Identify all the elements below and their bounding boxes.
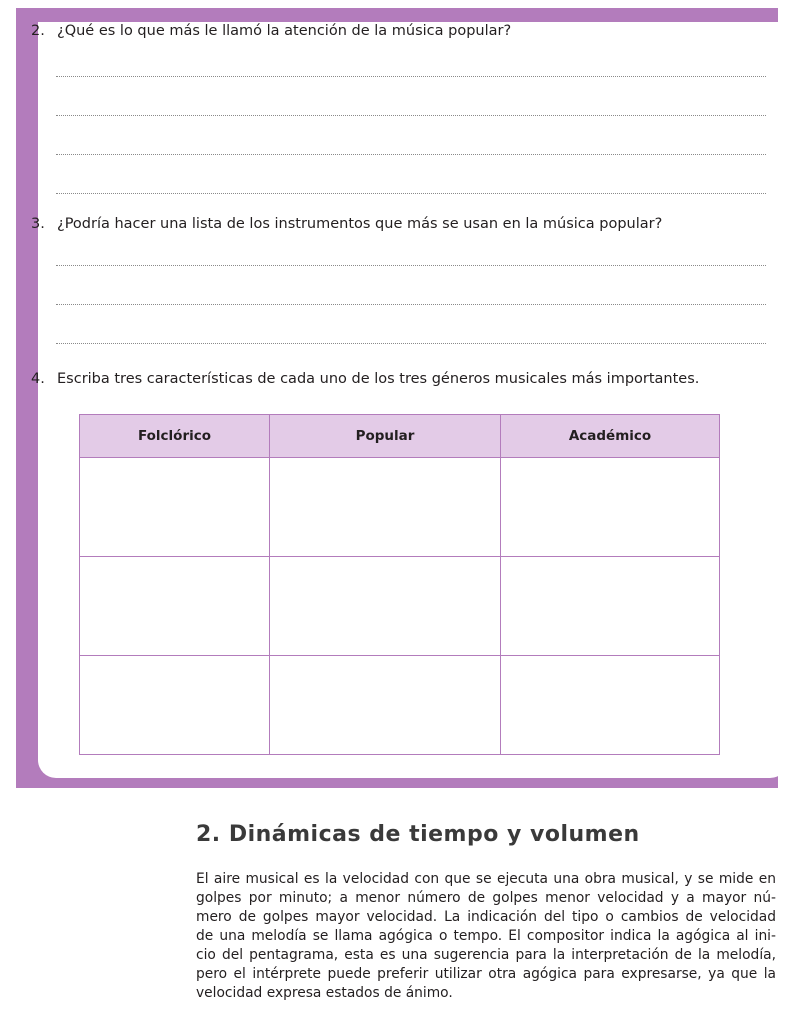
section-title: 2. Dinámicas de tiempo y volumen [196, 822, 640, 847]
answer-line[interactable] [56, 193, 766, 194]
answer-line[interactable] [56, 343, 766, 344]
table-cell[interactable] [80, 458, 270, 557]
question-text: ¿Qué es lo que más le llamó la atención de la música popular? [57, 23, 512, 39]
header-academico: Académico [501, 415, 720, 458]
question-2 [31, 22, 511, 40]
question-text: ¿Podría hacer una lista de los instrumentos que más se usan en la música popular? [57, 216, 663, 232]
answer-line[interactable] [56, 76, 766, 77]
table-cell[interactable] [270, 656, 501, 755]
genres-table [79, 414, 720, 755]
question-3 [31, 215, 662, 233]
question-text: Escriba tres características de cada uno de los tres géneros musicales más importantes. [57, 371, 700, 387]
table-cell[interactable] [501, 656, 720, 755]
answer-line[interactable] [56, 115, 766, 116]
question-4 [31, 370, 699, 388]
answer-line[interactable] [56, 154, 766, 155]
table-row [80, 656, 720, 755]
paragraph-line: pero el intérprete puede preferir utilizar otra agógica para expresarse, ya que la [196, 966, 776, 982]
header-popular: Popular [270, 415, 501, 458]
table-cell[interactable] [501, 458, 720, 557]
table-cell[interactable] [270, 557, 501, 656]
table-cell[interactable] [80, 656, 270, 755]
paragraph-line: velocidad expresa estados de ánimo. [196, 985, 453, 1001]
table-row [80, 557, 720, 656]
paragraph-line: El aire musical es la velocidad con que se ejecuta una obra musical, y se mide en [196, 871, 776, 887]
paragraph-line: de una melodía se llama agógica o tempo. El compositor indica la agógica al ini- [196, 928, 776, 944]
table-cell[interactable] [501, 557, 720, 656]
table-row [80, 458, 720, 557]
paragraph-line: mero de golpes mayor velocidad. La indicación del tipo o cambios de velocidad [196, 909, 776, 925]
table-cell[interactable] [270, 458, 501, 557]
section-paragraph [196, 870, 776, 1003]
paragraph-line: golpes por minuto; a menor número de golpes menor velocidad y a mayor nú- [196, 890, 776, 906]
answer-line[interactable] [56, 304, 766, 305]
question-number: 2. [31, 23, 45, 39]
answer-line[interactable] [56, 265, 766, 266]
question-number: 4. [31, 371, 45, 387]
table-cell[interactable] [80, 557, 270, 656]
table-header-row [80, 415, 720, 458]
header-folclorico: Folclórico [80, 415, 270, 458]
paragraph-line: cio del pentagrama, esta es una sugerencia para la interpretación de la melodía, [196, 947, 776, 963]
question-number: 3. [31, 216, 45, 232]
